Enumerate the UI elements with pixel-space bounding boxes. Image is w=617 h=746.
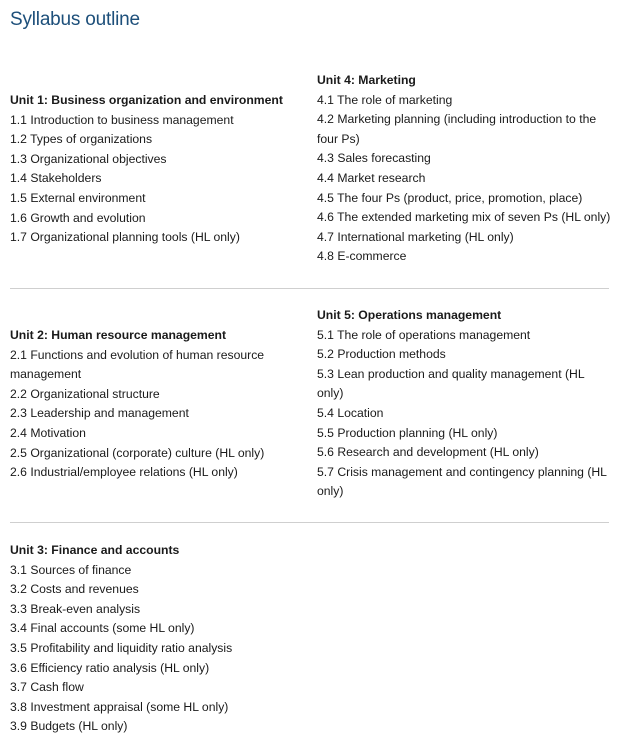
topic-item: 3.9 Budgets (HL only) [10, 719, 128, 734]
unit-1-heading: Unit 1: Business organization and environment [10, 93, 283, 107]
topic-item: 3.6 Efficiency ratio analysis (HL only) [10, 660, 210, 675]
topic-item: 5.3 Lean production and quality management (HL only) [317, 366, 585, 401]
topic-item: 2.2 Organizational structure [10, 386, 160, 401]
topic-item: 3.3 Break-even analysis [10, 601, 141, 616]
topic-item: 1.1 Introduction to business management [10, 112, 234, 127]
topic-item: 3.4 Final accounts (some HL only) [10, 621, 195, 636]
unit-2-section [10, 326, 300, 483]
unit-2-topic-list [10, 346, 300, 483]
topic-item: 4.3 Sales forecasting [317, 151, 431, 166]
unit-3-topic-list [10, 561, 300, 737]
topic-item: 1.4 Stakeholders [10, 171, 102, 186]
topic-item: 5.2 Production methods [317, 347, 446, 362]
topic-item: 2.5 Organizational (corporate) culture (HL only) [10, 445, 265, 460]
topic-item: 4.2 Marketing planning (including introduction to the four Ps) [317, 112, 597, 146]
unit-1-topic-list [10, 111, 300, 248]
page-title: Syllabus outline [10, 9, 140, 30]
topic-item: 2.1 Functions and evolution of human resource management [10, 347, 265, 382]
topic-item: 5.5 Production planning (HL only) [317, 425, 498, 440]
section-divider [10, 288, 609, 289]
unit-5-heading: Unit 5: Operations management [317, 308, 502, 322]
topic-item: 3.8 Investment appraisal (some HL only) [10, 699, 229, 714]
topic-item: 4.1 The role of marketing [317, 92, 453, 107]
topic-item: 4.8 E-commerce [317, 249, 407, 264]
unit-1-section [10, 91, 300, 248]
unit-3-heading: Unit 3: Finance and accounts [10, 543, 180, 557]
topic-item: 3.1 Sources of finance [10, 562, 132, 577]
topic-item: 1.2 Types of organizations [10, 132, 153, 147]
section-divider [10, 522, 609, 523]
topic-item: 5.1 The role of operations management [317, 327, 531, 342]
topic-item: 2.4 Motivation [10, 425, 86, 440]
topic-item: 5.7 Crisis management and contingency planning (HL only) [317, 464, 607, 499]
topic-item: 4.6 The extended marketing mix of seven Ps (HL only) [317, 210, 611, 225]
topic-item: 4.7 International marketing (HL only) [317, 229, 514, 244]
unit-4-heading: Unit 4: Marketing [317, 73, 416, 87]
unit-4-section [317, 71, 613, 267]
topic-item: 5.4 Location [317, 405, 384, 420]
topic-item: 3.7 Cash flow [10, 680, 84, 695]
topic-item: 4.4 Market research [317, 170, 426, 185]
topic-item: 2.6 Industrial/employee relations (HL only) [10, 465, 238, 480]
topic-item: 5.6 Research and development (HL only) [317, 445, 539, 460]
topic-item: 4.5 The four Ps (product, price, promotion, place) [317, 190, 583, 205]
unit-4-topic-list [317, 91, 613, 267]
topic-item: 1.7 Organizational planning tools (HL only) [10, 230, 240, 245]
topic-item: 1.5 External environment [10, 190, 146, 205]
unit-2-heading: Unit 2: Human resource management [10, 328, 227, 342]
topic-item: 1.3 Organizational objectives [10, 151, 167, 166]
topic-item: 1.6 Growth and evolution [10, 210, 146, 225]
topic-item: 3.5 Profitability and liquidity ratio analysis [10, 640, 233, 655]
topic-item: 2.3 Leadership and management [10, 406, 189, 421]
topic-item: 3.2 Costs and revenues [10, 582, 139, 597]
unit-5-topic-list [317, 326, 613, 502]
unit-3-section [10, 541, 300, 737]
unit-5-section [317, 306, 613, 502]
